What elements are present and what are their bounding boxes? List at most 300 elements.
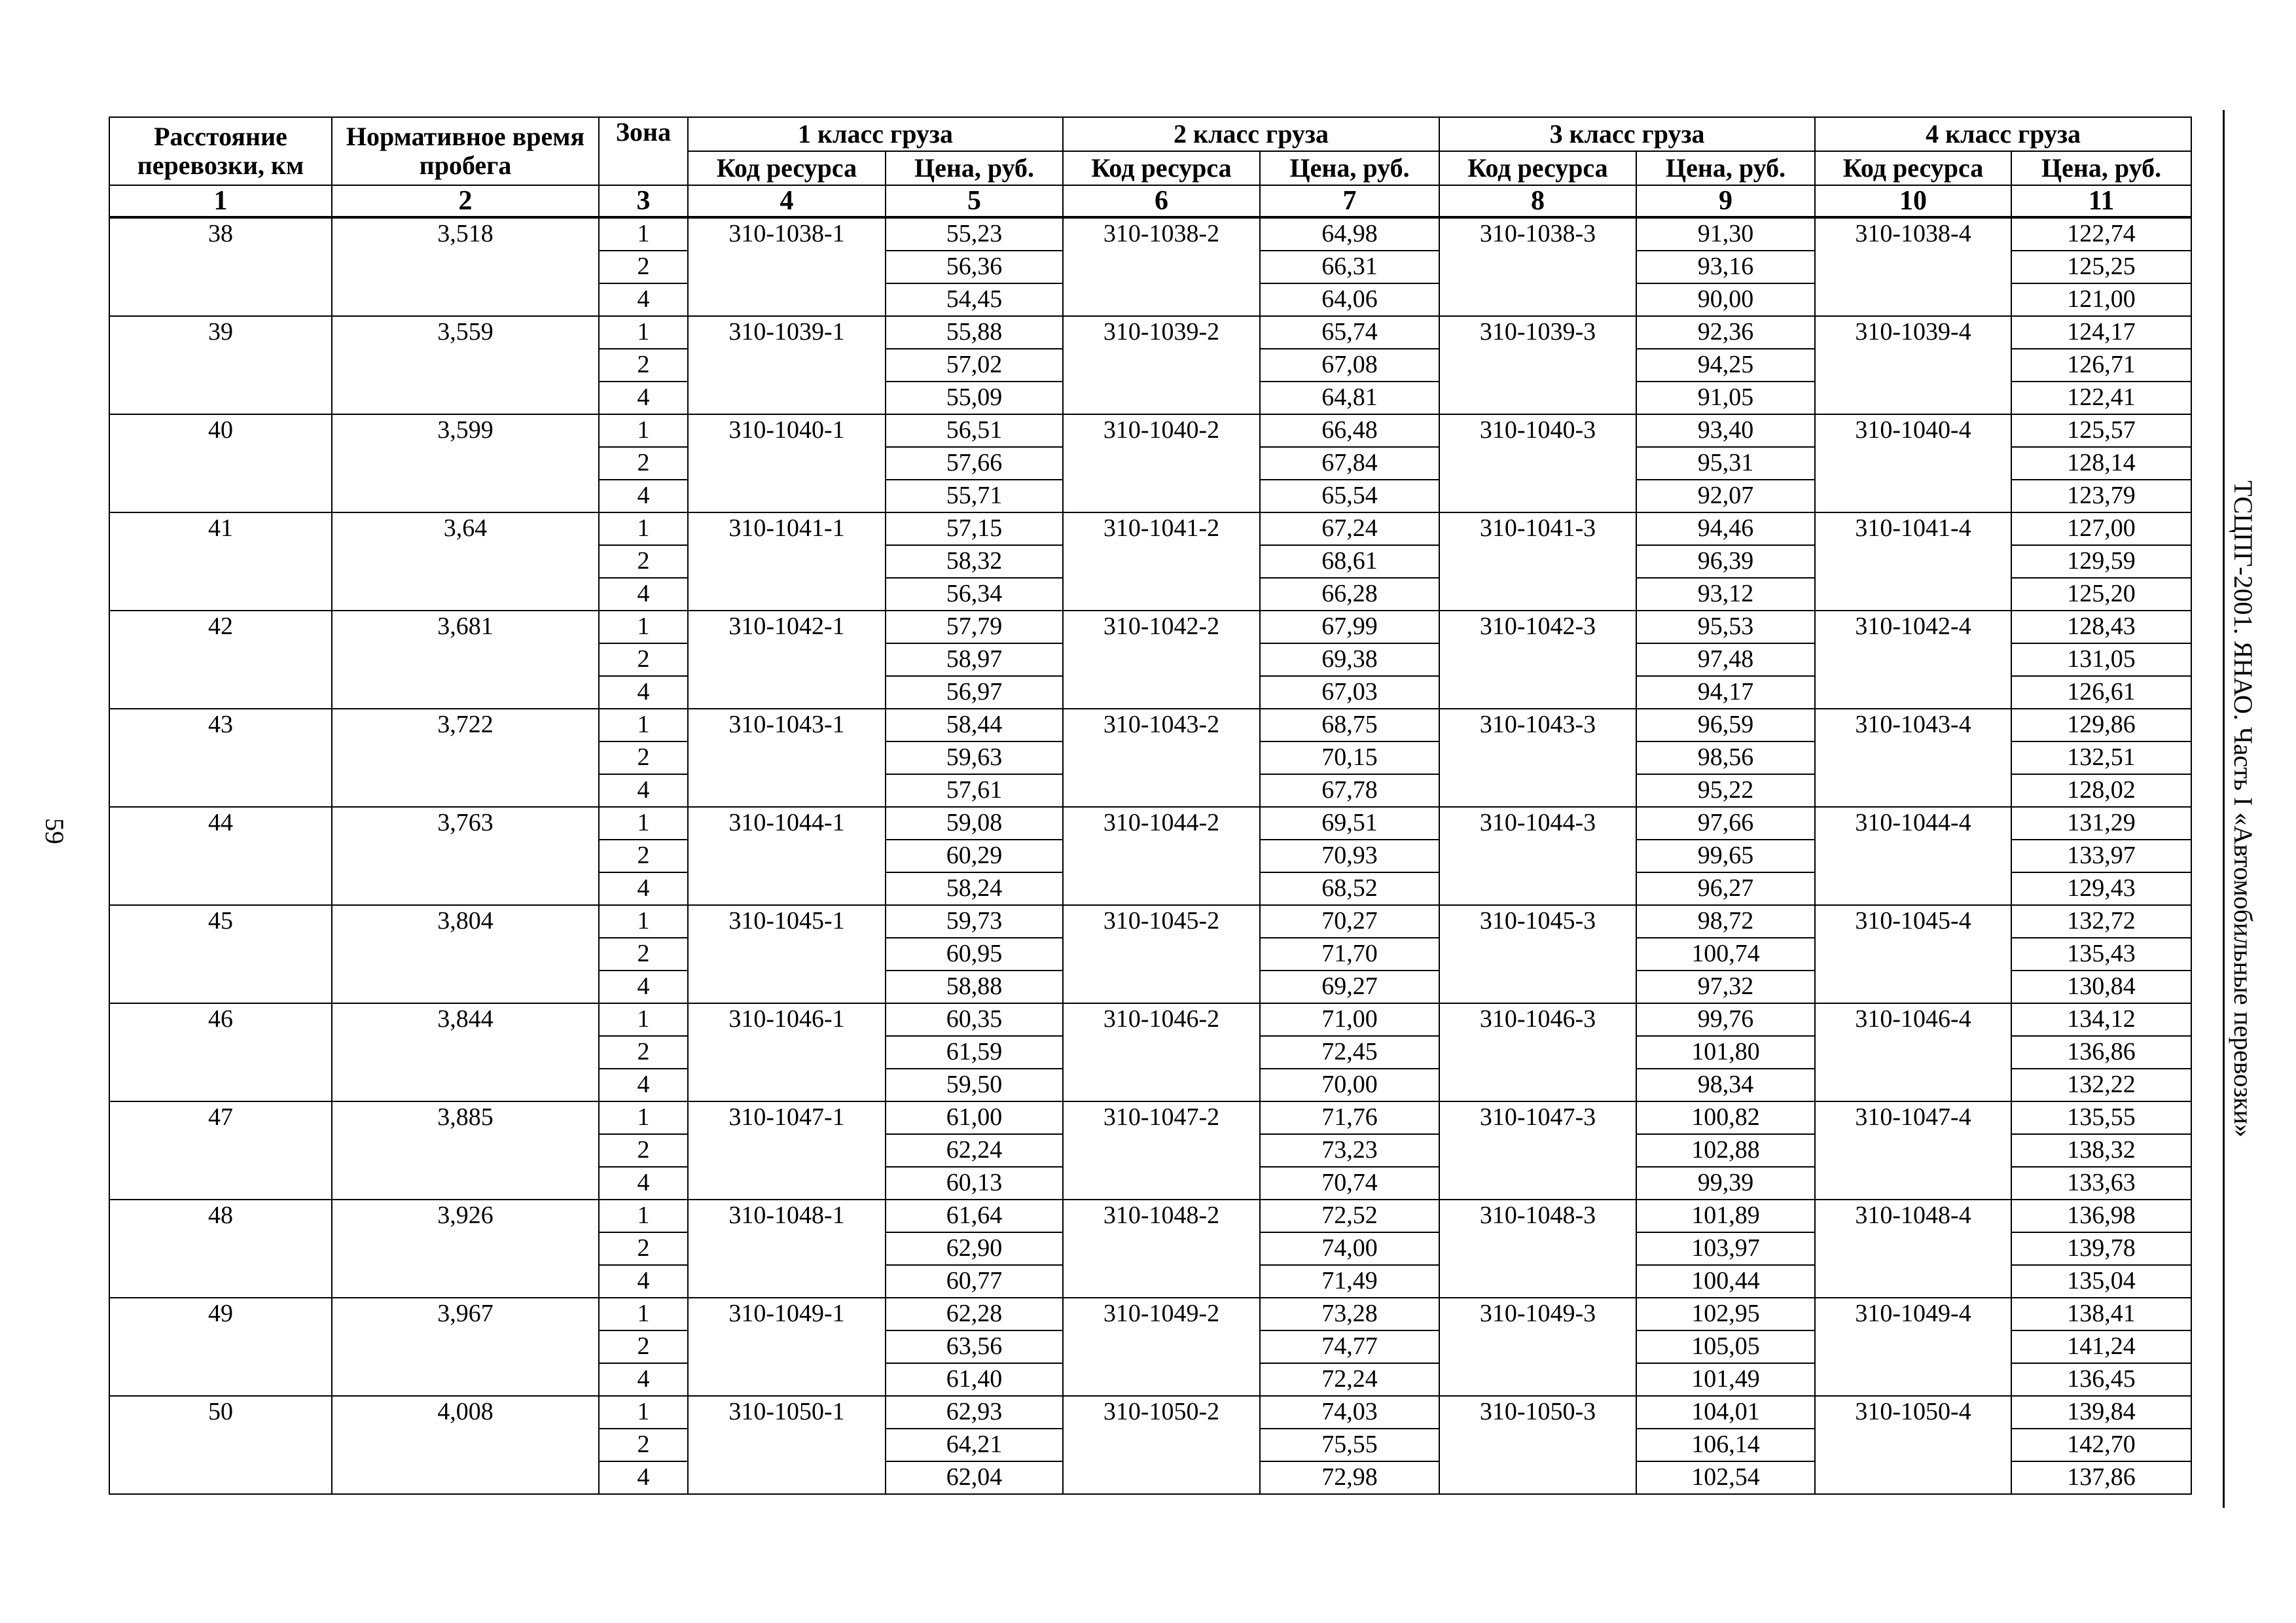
price-cell: 141,24	[2011, 1330, 2191, 1363]
price-cell: 124,17	[2011, 316, 2191, 349]
price-cell: 102,88	[1636, 1134, 1815, 1167]
price-cell: 96,39	[1636, 545, 1815, 578]
price-cell: 67,99	[1260, 611, 1439, 643]
resource-code-cell: 310-1045-2	[1063, 905, 1260, 1003]
header-price: Цена, руб.	[886, 151, 1063, 185]
col-number: 8	[1439, 185, 1636, 217]
header-class-1: 1 класс груза	[688, 117, 1063, 151]
price-cell: 93,12	[1636, 578, 1815, 611]
price-cell: 70,15	[1260, 741, 1439, 774]
zone-cell: 2	[599, 447, 688, 480]
price-cell: 70,27	[1260, 905, 1439, 938]
resource-code-cell: 310-1041-4	[1815, 512, 2011, 611]
price-cell: 59,50	[886, 1069, 1063, 1101]
price-cell: 67,24	[1260, 512, 1439, 545]
price-cell: 57,79	[886, 611, 1063, 643]
price-cell: 93,16	[1636, 251, 1815, 283]
price-cell: 96,59	[1636, 709, 1815, 741]
price-cell: 105,05	[1636, 1330, 1815, 1363]
price-table	[109, 116, 2192, 1495]
price-cell: 91,05	[1636, 382, 1815, 414]
price-cell: 67,78	[1260, 774, 1439, 807]
resource-code-cell: 310-1049-2	[1063, 1298, 1260, 1396]
resource-code-cell: 310-1049-3	[1439, 1298, 1636, 1396]
zone-cell: 2	[599, 545, 688, 578]
price-cell: 101,49	[1636, 1363, 1815, 1396]
price-cell: 66,48	[1260, 414, 1439, 447]
price-cell: 126,71	[2011, 349, 2191, 382]
header-class-4: 4 класс груза	[1815, 117, 2191, 151]
resource-code-cell: 310-1043-3	[1439, 709, 1636, 807]
resource-code-cell: 310-1046-3	[1439, 1003, 1636, 1101]
price-cell: 125,57	[2011, 414, 2191, 447]
col-number: 7	[1260, 185, 1439, 217]
header-price: Цена, руб.	[1636, 151, 1815, 185]
price-cell: 93,40	[1636, 414, 1815, 447]
price-cell: 64,06	[1260, 283, 1439, 316]
price-cell: 99,65	[1636, 840, 1815, 872]
price-cell: 139,84	[2011, 1396, 2191, 1429]
time-cell: 3,559	[332, 316, 599, 414]
distance-cell: 47	[109, 1101, 332, 1200]
header-time: Нормативное время пробега	[332, 117, 599, 185]
resource-code-cell: 310-1045-1	[688, 905, 886, 1003]
price-cell: 58,32	[886, 545, 1063, 578]
resource-code-cell: 310-1042-1	[688, 611, 886, 709]
zone-cell: 4	[599, 1363, 688, 1396]
price-cell: 136,45	[2011, 1363, 2191, 1396]
price-cell: 72,52	[1260, 1200, 1439, 1232]
header-zone: Зона	[599, 117, 688, 185]
price-cell: 60,35	[886, 1003, 1063, 1036]
price-cell: 128,02	[2011, 774, 2191, 807]
price-cell: 58,88	[886, 971, 1063, 1003]
resource-code-cell: 310-1039-1	[688, 316, 886, 414]
header-code: Код ресурса	[1439, 151, 1636, 185]
price-cell: 132,51	[2011, 741, 2191, 774]
price-cell: 95,31	[1636, 447, 1815, 480]
price-cell: 67,03	[1260, 676, 1439, 709]
price-cell: 61,40	[886, 1363, 1063, 1396]
price-cell: 55,09	[886, 382, 1063, 414]
col-number: 4	[688, 185, 886, 217]
header-class-3: 3 класс груза	[1439, 117, 1815, 151]
header-distance: Расстояние перевозки, км	[109, 117, 332, 185]
price-cell: 94,46	[1636, 512, 1815, 545]
price-cell: 74,03	[1260, 1396, 1439, 1429]
zone-cell: 4	[599, 578, 688, 611]
distance-cell: 49	[109, 1298, 332, 1396]
zone-cell: 4	[599, 971, 688, 1003]
price-cell: 55,88	[886, 316, 1063, 349]
zone-cell: 2	[599, 1330, 688, 1363]
resource-code-cell: 310-1050-3	[1439, 1396, 1636, 1494]
price-cell: 56,97	[886, 676, 1063, 709]
resource-code-cell: 310-1043-4	[1815, 709, 2011, 807]
price-cell: 74,00	[1260, 1232, 1439, 1265]
price-cell: 136,86	[2011, 1036, 2191, 1069]
zone-cell: 4	[599, 382, 688, 414]
resource-code-cell: 310-1044-4	[1815, 807, 2011, 905]
price-cell: 134,12	[2011, 1003, 2191, 1036]
price-cell: 102,54	[1636, 1461, 1815, 1494]
price-cell: 68,75	[1260, 709, 1439, 741]
resource-code-cell: 310-1040-4	[1815, 414, 2011, 512]
col-number: 6	[1063, 185, 1260, 217]
price-cell: 100,44	[1636, 1265, 1815, 1298]
zone-cell: 1	[599, 512, 688, 545]
price-cell: 60,13	[886, 1167, 1063, 1200]
header-code: Код ресурса	[688, 151, 886, 185]
time-cell: 3,64	[332, 512, 599, 611]
price-cell: 97,66	[1636, 807, 1815, 840]
header-class-2: 2 класс груза	[1063, 117, 1439, 151]
distance-cell: 43	[109, 709, 332, 807]
table-row	[109, 611, 2191, 643]
price-cell: 70,74	[1260, 1167, 1439, 1200]
price-cell: 68,52	[1260, 872, 1439, 905]
zone-cell: 1	[599, 1396, 688, 1429]
time-cell: 3,681	[332, 611, 599, 709]
price-cell: 55,23	[886, 217, 1063, 251]
table-row	[109, 709, 2191, 741]
time-cell: 3,722	[332, 709, 599, 807]
distance-cell: 48	[109, 1200, 332, 1298]
price-cell: 57,66	[886, 447, 1063, 480]
price-cell: 133,63	[2011, 1167, 2191, 1200]
price-cell: 128,14	[2011, 447, 2191, 480]
col-number: 11	[2011, 185, 2191, 217]
table-body	[109, 217, 2191, 1494]
zone-cell: 4	[599, 1069, 688, 1101]
price-cell: 69,51	[1260, 807, 1439, 840]
price-cell: 69,38	[1260, 643, 1439, 676]
resource-code-cell: 310-1039-3	[1439, 316, 1636, 414]
resource-code-cell: 310-1045-4	[1815, 905, 2011, 1003]
price-cell: 61,00	[886, 1101, 1063, 1134]
distance-cell: 38	[109, 217, 332, 316]
price-cell: 64,81	[1260, 382, 1439, 414]
zone-cell: 4	[599, 1265, 688, 1298]
time-cell: 3,804	[332, 905, 599, 1003]
resource-code-cell: 310-1042-3	[1439, 611, 1636, 709]
header-code: Код ресурса	[1063, 151, 1260, 185]
price-cell: 90,00	[1636, 283, 1815, 316]
zone-cell: 1	[599, 1200, 688, 1232]
zone-cell: 4	[599, 676, 688, 709]
price-cell: 54,45	[886, 283, 1063, 316]
price-cell: 122,74	[2011, 217, 2191, 251]
price-cell: 132,22	[2011, 1069, 2191, 1101]
distance-cell: 39	[109, 316, 332, 414]
resource-code-cell: 310-1046-4	[1815, 1003, 2011, 1101]
resource-code-cell: 310-1050-1	[688, 1396, 886, 1494]
resource-code-cell: 310-1038-1	[688, 217, 886, 316]
distance-cell: 40	[109, 414, 332, 512]
zone-cell: 1	[599, 1003, 688, 1036]
price-cell: 67,84	[1260, 447, 1439, 480]
price-cell: 98,72	[1636, 905, 1815, 938]
zone-cell: 2	[599, 643, 688, 676]
resource-code-cell: 310-1049-1	[688, 1298, 886, 1396]
price-cell: 97,48	[1636, 643, 1815, 676]
table-row	[109, 1298, 2191, 1330]
zone-cell: 1	[599, 1298, 688, 1330]
price-cell: 129,86	[2011, 709, 2191, 741]
price-cell: 59,08	[886, 807, 1063, 840]
price-cell: 64,98	[1260, 217, 1439, 251]
price-cell: 55,71	[886, 480, 1063, 512]
col-number: 2	[332, 185, 599, 217]
table-row	[109, 1396, 2191, 1429]
price-cell: 62,90	[886, 1232, 1063, 1265]
zone-cell: 4	[599, 872, 688, 905]
zone-cell: 1	[599, 807, 688, 840]
resource-code-cell: 310-1046-2	[1063, 1003, 1260, 1101]
resource-code-cell: 310-1042-4	[1815, 611, 2011, 709]
zone-cell: 2	[599, 741, 688, 774]
resource-code-cell: 310-1047-2	[1063, 1101, 1260, 1200]
price-cell: 125,20	[2011, 578, 2191, 611]
col-number: 1	[109, 185, 332, 217]
zone-cell: 2	[599, 1134, 688, 1167]
price-cell: 92,36	[1636, 316, 1815, 349]
price-cell: 60,29	[886, 840, 1063, 872]
price-cell: 98,56	[1636, 741, 1815, 774]
price-cell: 56,51	[886, 414, 1063, 447]
resource-code-cell: 310-1039-2	[1063, 316, 1260, 414]
price-cell: 62,24	[886, 1134, 1063, 1167]
price-cell: 69,27	[1260, 971, 1439, 1003]
zone-cell: 2	[599, 1429, 688, 1461]
price-cell: 131,29	[2011, 807, 2191, 840]
price-cell: 94,25	[1636, 349, 1815, 382]
zone-cell: 1	[599, 611, 688, 643]
zone-cell: 2	[599, 1232, 688, 1265]
price-cell: 137,86	[2011, 1461, 2191, 1494]
price-cell: 71,00	[1260, 1003, 1439, 1036]
table-row	[109, 217, 2191, 251]
zone-cell: 1	[599, 414, 688, 447]
col-number: 9	[1636, 185, 1815, 217]
resource-code-cell: 310-1038-2	[1063, 217, 1260, 316]
price-cell: 72,45	[1260, 1036, 1439, 1069]
price-cell: 62,93	[886, 1396, 1063, 1429]
distance-cell: 44	[109, 807, 332, 905]
price-cell: 133,97	[2011, 840, 2191, 872]
zone-cell: 2	[599, 938, 688, 971]
price-cell: 98,34	[1636, 1069, 1815, 1101]
price-cell: 72,98	[1260, 1461, 1439, 1494]
price-cell: 136,98	[2011, 1200, 2191, 1232]
price-cell: 58,24	[886, 872, 1063, 905]
price-cell: 94,17	[1636, 676, 1815, 709]
zone-cell: 4	[599, 774, 688, 807]
price-cell: 139,78	[2011, 1232, 2191, 1265]
price-cell: 57,15	[886, 512, 1063, 545]
resource-code-cell: 310-1044-3	[1439, 807, 1636, 905]
price-cell: 68,61	[1260, 545, 1439, 578]
zone-cell: 1	[599, 709, 688, 741]
resource-code-cell: 310-1047-3	[1439, 1101, 1636, 1200]
resource-code-cell: 310-1042-2	[1063, 611, 1260, 709]
side-title: ТСЦПГ-2001. ЯНАО. Часть I «Автомобильные перевозки»	[2229, 480, 2258, 1137]
price-cell: 56,34	[886, 578, 1063, 611]
time-cell: 4,008	[332, 1396, 599, 1494]
price-cell: 73,23	[1260, 1134, 1439, 1167]
table-row	[109, 807, 2191, 840]
col-number: 10	[1815, 185, 2011, 217]
price-cell: 58,44	[886, 709, 1063, 741]
zone-cell: 2	[599, 349, 688, 382]
table-row	[109, 905, 2191, 938]
time-cell: 3,926	[332, 1200, 599, 1298]
resource-code-cell: 310-1041-1	[688, 512, 886, 611]
price-cell: 57,61	[886, 774, 1063, 807]
price-cell: 127,00	[2011, 512, 2191, 545]
price-cell: 91,30	[1636, 217, 1815, 251]
price-cell: 142,70	[2011, 1429, 2191, 1461]
header-code: Код ресурса	[1815, 151, 2011, 185]
price-cell: 138,41	[2011, 1298, 2191, 1330]
price-cell: 128,43	[2011, 611, 2191, 643]
time-cell: 3,885	[332, 1101, 599, 1200]
price-cell: 138,32	[2011, 1134, 2191, 1167]
price-cell: 97,32	[1636, 971, 1815, 1003]
price-cell: 57,02	[886, 349, 1063, 382]
price-cell: 65,74	[1260, 316, 1439, 349]
price-cell: 72,24	[1260, 1363, 1439, 1396]
zone-cell: 4	[599, 1167, 688, 1200]
zone-cell: 4	[599, 480, 688, 512]
table-row	[109, 1003, 2191, 1036]
price-cell: 99,76	[1636, 1003, 1815, 1036]
price-cell: 125,25	[2011, 251, 2191, 283]
zone-cell: 1	[599, 217, 688, 251]
price-cell: 71,76	[1260, 1101, 1439, 1134]
time-cell: 3,763	[332, 807, 599, 905]
resource-code-cell: 310-1047-1	[688, 1101, 886, 1200]
time-cell: 3,844	[332, 1003, 599, 1101]
price-cell: 126,61	[2011, 676, 2191, 709]
time-cell: 3,599	[332, 414, 599, 512]
resource-code-cell: 310-1040-2	[1063, 414, 1260, 512]
price-cell: 135,55	[2011, 1101, 2191, 1134]
resource-code-cell: 310-1040-3	[1439, 414, 1636, 512]
price-cell: 59,63	[886, 741, 1063, 774]
price-cell: 99,39	[1636, 1167, 1815, 1200]
price-cell: 64,21	[886, 1429, 1063, 1461]
resource-code-cell: 310-1045-3	[1439, 905, 1636, 1003]
price-cell: 101,80	[1636, 1036, 1815, 1069]
resource-code-cell: 310-1050-2	[1063, 1396, 1260, 1494]
resource-code-cell: 310-1048-3	[1439, 1200, 1636, 1298]
resource-code-cell: 310-1048-4	[1815, 1200, 2011, 1298]
price-cell: 66,31	[1260, 251, 1439, 283]
price-cell: 92,07	[1636, 480, 1815, 512]
price-cell: 95,22	[1636, 774, 1815, 807]
price-cell: 122,41	[2011, 382, 2191, 414]
table-row	[109, 316, 2191, 349]
price-cell: 62,28	[886, 1298, 1063, 1330]
resource-code-cell: 310-1040-1	[688, 414, 886, 512]
resource-code-cell: 310-1039-4	[1815, 316, 2011, 414]
price-cell: 100,82	[1636, 1101, 1815, 1134]
price-cell: 58,97	[886, 643, 1063, 676]
price-cell: 100,74	[1636, 938, 1815, 971]
resource-code-cell: 310-1038-3	[1439, 217, 1636, 316]
distance-cell: 46	[109, 1003, 332, 1101]
price-cell: 65,54	[1260, 480, 1439, 512]
price-cell: 135,43	[2011, 938, 2191, 971]
table-row	[109, 1200, 2191, 1232]
resource-code-cell: 310-1043-1	[688, 709, 886, 807]
table-row	[109, 1101, 2191, 1134]
price-cell: 95,53	[1636, 611, 1815, 643]
resource-code-cell: 310-1048-2	[1063, 1200, 1260, 1298]
price-cell: 103,97	[1636, 1232, 1815, 1265]
price-cell: 129,43	[2011, 872, 2191, 905]
resource-code-cell: 310-1041-2	[1063, 512, 1260, 611]
price-cell: 121,00	[2011, 283, 2191, 316]
resource-code-cell: 310-1041-3	[1439, 512, 1636, 611]
col-number: 5	[886, 185, 1063, 217]
price-cell: 71,49	[1260, 1265, 1439, 1298]
price-cell: 104,01	[1636, 1396, 1815, 1429]
price-cell: 101,89	[1636, 1200, 1815, 1232]
zone-cell: 4	[599, 1461, 688, 1494]
price-cell: 56,36	[886, 251, 1063, 283]
price-cell: 131,05	[2011, 643, 2191, 676]
price-cell: 70,00	[1260, 1069, 1439, 1101]
price-cell: 73,28	[1260, 1298, 1439, 1330]
resource-code-cell: 310-1046-1	[688, 1003, 886, 1101]
price-cell: 102,95	[1636, 1298, 1815, 1330]
price-cell: 61,59	[886, 1036, 1063, 1069]
price-cell: 129,59	[2011, 545, 2191, 578]
price-cell: 74,77	[1260, 1330, 1439, 1363]
zone-cell: 2	[599, 1036, 688, 1069]
price-cell: 75,55	[1260, 1429, 1439, 1461]
zone-cell: 1	[599, 316, 688, 349]
price-cell: 67,08	[1260, 349, 1439, 382]
price-cell: 71,70	[1260, 938, 1439, 971]
zone-cell: 2	[599, 840, 688, 872]
price-cell: 63,56	[886, 1330, 1063, 1363]
price-cell: 60,77	[886, 1265, 1063, 1298]
resource-code-cell: 310-1044-1	[688, 807, 886, 905]
distance-cell: 41	[109, 512, 332, 611]
resource-code-cell: 310-1048-1	[688, 1200, 886, 1298]
resource-code-cell: 310-1047-4	[1815, 1101, 2011, 1200]
price-cell: 62,04	[886, 1461, 1063, 1494]
resource-code-cell: 310-1050-4	[1815, 1396, 2011, 1494]
price-cell: 132,72	[2011, 905, 2191, 938]
table-row	[109, 414, 2191, 447]
price-cell: 106,14	[1636, 1429, 1815, 1461]
table-row	[109, 512, 2191, 545]
price-cell: 123,79	[2011, 480, 2191, 512]
time-cell: 3,518	[332, 217, 599, 316]
price-cell: 96,27	[1636, 872, 1815, 905]
distance-cell: 42	[109, 611, 332, 709]
price-cell: 70,93	[1260, 840, 1439, 872]
zone-cell: 2	[599, 251, 688, 283]
price-cell: 59,73	[886, 905, 1063, 938]
page-number: 59	[40, 818, 69, 844]
distance-cell: 50	[109, 1396, 332, 1494]
price-cell: 60,95	[886, 938, 1063, 971]
